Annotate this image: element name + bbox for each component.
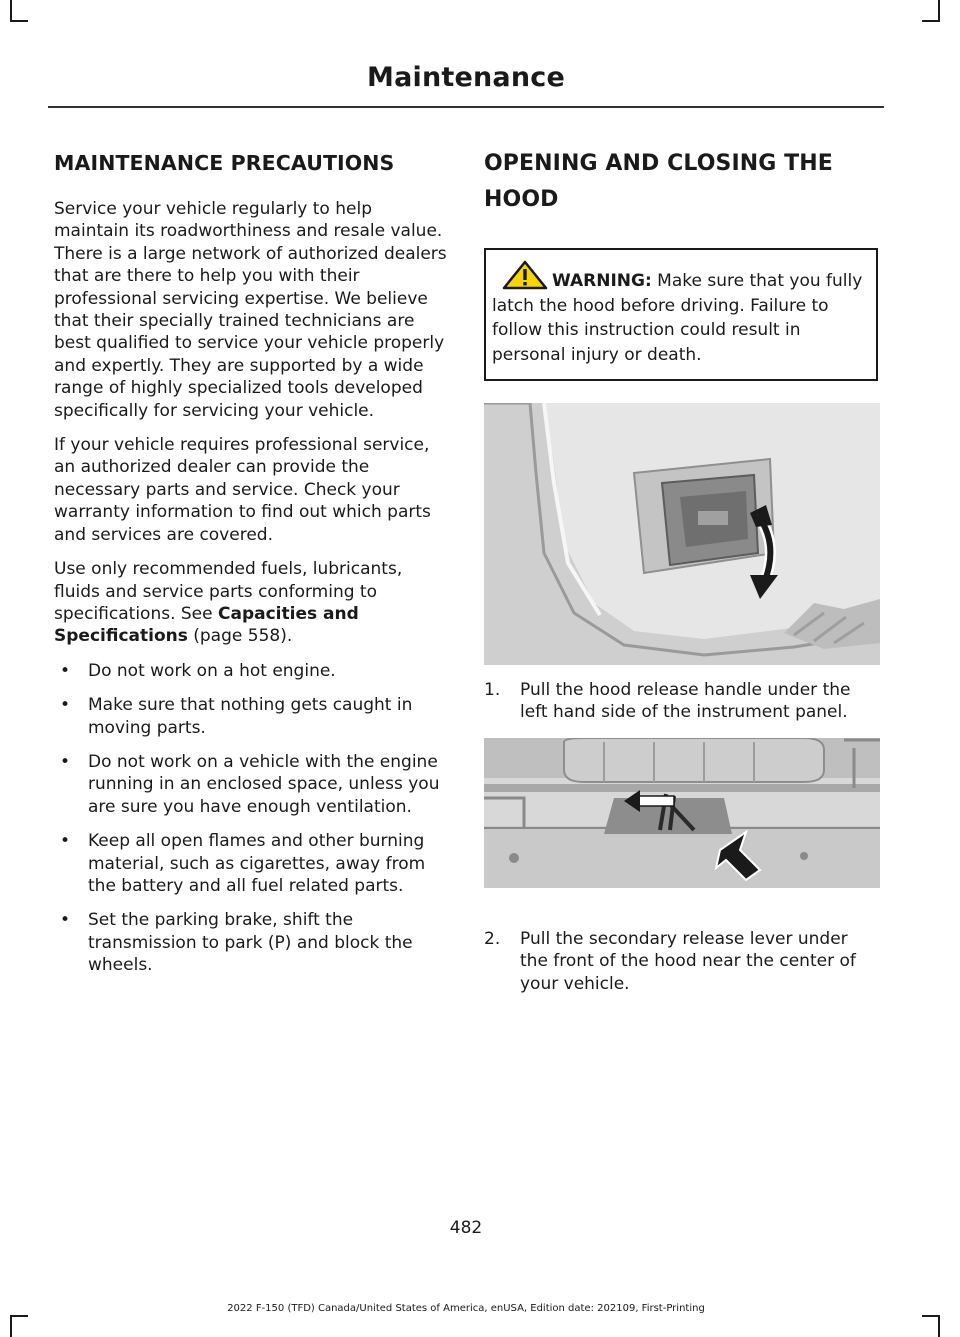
crop-mark: [10, 20, 28, 22]
page-reference: (page 558).: [187, 626, 293, 647]
crop-mark: [938, 0, 940, 22]
warning-label: WARNING:: [552, 271, 652, 291]
crop-mark: [10, 1315, 12, 1337]
paragraph-professional-service: If your vehicle requires professional service, an authorized dealer can provide the necessary parts and service. Check your warranty information to find out which parts and services are covered.: [54, 435, 431, 545]
heading-line: OPENING AND CLOSING THE: [484, 151, 833, 176]
paragraph-service-regularly: Service your vehicle regularly to help maintain its roadworthiness and resale value. There is a large network of authorized dealers that are there to help you with their professional servicing expertise. We believe that their specially trained technicians are best qualified to service your vehicle properly and expertly. They are supported by a wide range of highly specialized tools developed specifically for servicing your vehicle.: [54, 199, 447, 421]
list-item: [484, 679, 880, 724]
right-column: [484, 146, 880, 995]
bullet-icon: •: [60, 695, 71, 716]
bullet-icon: •: [60, 910, 71, 931]
list-item-text: Do not work on a hot engine.: [88, 660, 336, 681]
steps-list-2: [484, 928, 880, 995]
crop-mark: [10, 1315, 28, 1317]
list-item: [54, 751, 450, 818]
list-item-text: Do not work on a vehicle with the engine running in an enclosed space, unless you are sure you have enough ventilation.: [88, 751, 440, 817]
list-item: [484, 928, 880, 995]
warning-box: [484, 248, 878, 381]
steps-list-1: [484, 679, 880, 724]
crop-mark: [922, 20, 940, 22]
left-column: [54, 146, 450, 989]
page-number: 482: [449, 1218, 483, 1238]
list-item: [54, 909, 450, 976]
list-item: [54, 830, 450, 897]
warning-text: Make sure that you fully latch the hood before driving. Failure to follow this instruction could result in personal injury or death.: [492, 271, 863, 365]
list-item-text: Keep all open flames and other burning material, such as cigarettes, away from the battery and all fuel related parts.: [88, 831, 426, 896]
precautions-list: [54, 660, 450, 977]
paragraph-text: Use only recommended fuels, lubricants, fluids and service parts conforming to specifications. See: [54, 559, 403, 624]
paragraph-recommended-fuels: [54, 558, 450, 648]
header-rule: [48, 106, 884, 108]
step-text: Pull the secondary release lever under the front of the hood near the center of your vehicle.: [520, 928, 856, 994]
crop-mark: [938, 1315, 940, 1337]
bullet-icon: •: [60, 660, 71, 681]
crop-mark: [922, 1315, 940, 1317]
crop-mark: [10, 0, 12, 22]
section-heading-maintenance-precautions: MAINTENANCE PRECAUTIONS: [54, 151, 395, 175]
heading-line: HOOD: [484, 187, 559, 212]
step-number: 2.: [484, 928, 501, 949]
footer-edition-info: 2022 F-150 (TFD) Canada/United States of America, enUSA, Edition date: 202109, First-Printing: [227, 1303, 705, 1314]
hood-release-handle-illustration: [484, 403, 880, 665]
step-number: 1.: [484, 680, 501, 700]
bullet-icon: •: [60, 751, 71, 772]
step-text: Pull the hood release handle under the left hand side of the instrument panel.: [520, 680, 851, 723]
list-item: [54, 660, 450, 682]
page-header-title: Maintenance: [367, 62, 565, 93]
list-item: [54, 694, 450, 739]
warning-triangle-icon: [502, 260, 548, 290]
hood-release-handle-image: [484, 403, 880, 665]
list-item-text: Set the parking brake, shift the transmission to park (P) and block the wheels.: [88, 910, 413, 976]
bullet-icon: •: [60, 831, 71, 852]
secondary-release-lever-illustration: [484, 738, 880, 888]
secondary-release-lever-image: [484, 738, 880, 888]
cross-reference-link[interactable]: Capacities and Specifications: [54, 603, 359, 647]
list-item-text: Make sure that nothing gets caught in moving parts.: [88, 695, 413, 738]
section-heading-opening-hood: [484, 146, 880, 218]
